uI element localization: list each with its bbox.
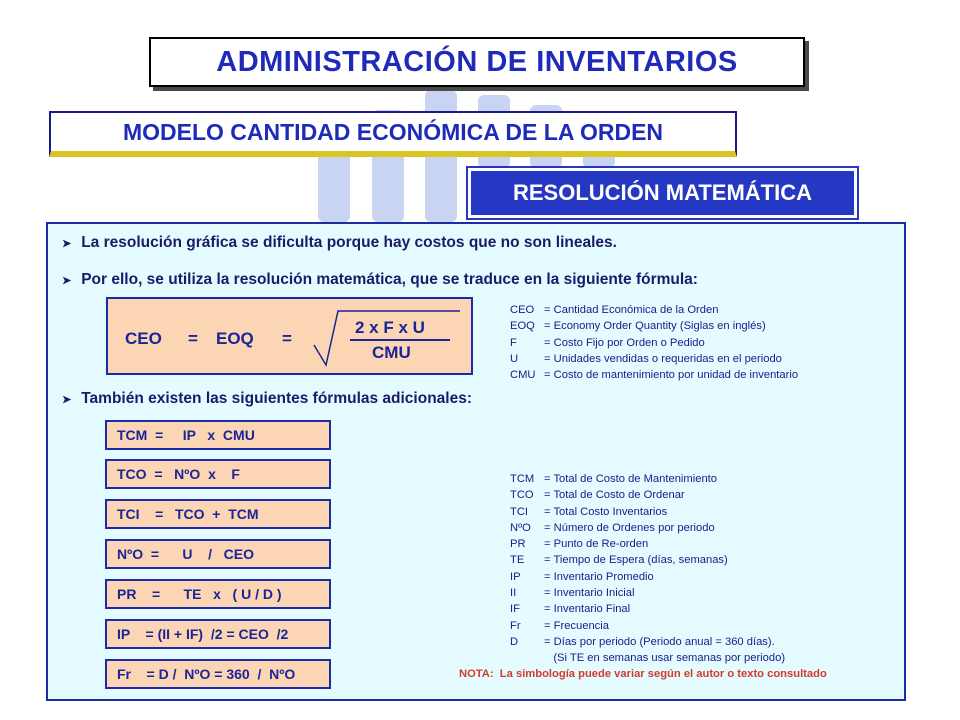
formula-no: NºO = U / CEO xyxy=(105,539,331,569)
section-title: RESOLUCIÓN MATEMÁTICA xyxy=(468,168,857,218)
model-title: MODELO CANTIDAD ECONÓMICA DE LA ORDEN xyxy=(49,111,737,157)
arrow-bullet-icon: ➤ xyxy=(62,237,72,250)
legend-row: TCM = Total de Costo de Mantenimiento xyxy=(510,473,717,485)
formula-tco: TCO = NºO x F xyxy=(105,459,331,489)
legend-primary xyxy=(510,302,798,383)
bullet-item xyxy=(62,390,472,408)
bullet-text: Por ello, se utiliza la resolución matemática, que se traduce en la siguiente fórmula: xyxy=(81,271,698,288)
formula-equals: = xyxy=(282,329,292,348)
formula-denominator: CMU xyxy=(372,343,411,362)
legend-row: TE = Tiempo de Espera (días, semanas) xyxy=(510,554,728,567)
legend-row: NºO = Número de Ordenes por periodo xyxy=(510,521,715,534)
legend-row: F = Costo Fijo por Orden o Pedido xyxy=(510,336,705,349)
page-title: ADMINISTRACIÓN DE INVENTARIOS xyxy=(149,37,805,87)
formula-equals: = xyxy=(188,329,198,348)
arrow-bullet-icon: ➤ xyxy=(62,274,72,287)
legend-row: CMU = Costo de mantenimiento por unidad de inventario xyxy=(510,369,799,382)
legend-row: IP = Inventario Promedio xyxy=(510,570,654,583)
content-panel xyxy=(46,222,906,701)
legend-row: IF = Inventario Final xyxy=(510,603,631,616)
legend-row: (Si TE en semanas usar semanas por periodo) xyxy=(544,652,786,665)
legend-row: U = Unidades vendidas o requeridas en el periodo xyxy=(510,352,782,365)
note-text: NOTA: La simbología puede variar según el autor o texto consultado xyxy=(459,668,827,680)
legend-row: EOQ = Economy Order Quantity (Siglas en inglés) xyxy=(510,320,766,333)
formula-tcm: TCM = IP x CMU xyxy=(105,420,331,450)
legend-row: D = Días por periodo (Periodo anual = 360 días). xyxy=(510,635,775,648)
watermark-bar xyxy=(318,148,350,222)
legend-row: Fr = Frecuencia xyxy=(510,619,609,632)
bullet-text: La resolución gráfica se dificulta porque hay costos que no son lineales. xyxy=(81,234,617,251)
legend-secondary xyxy=(510,471,785,667)
legend-row: CEO = Cantidad Económica de la Orden xyxy=(510,304,719,316)
bullet-item xyxy=(62,271,698,289)
legend-row: II = Inventario Inicial xyxy=(510,587,635,600)
main-formula-box xyxy=(106,297,473,375)
formula-mid: EOQ xyxy=(216,329,254,348)
legend-row: PR = Punto de Re-orden xyxy=(510,538,649,551)
formula-tci: TCI = TCO + TCM xyxy=(105,499,331,529)
legend-row: TCO = Total de Costo de Ordenar xyxy=(510,489,685,502)
formula-ip: IP = (II + IF) /2 = CEO /2 xyxy=(105,619,331,649)
formula-lhs: CEO xyxy=(125,329,162,348)
formula-fr: Fr = D / NºO = 360 / NºO xyxy=(105,659,331,689)
arrow-bullet-icon: ➤ xyxy=(62,393,72,406)
formula-numerator: 2 x F x U xyxy=(355,318,425,337)
fraction-bar xyxy=(350,339,450,341)
legend-row: TCI = Total Costo Inventarios xyxy=(510,505,668,518)
formula-pr: PR = TE x ( U / D ) xyxy=(105,579,331,609)
bullet-item xyxy=(62,234,617,252)
bullet-text: También existen las siguientes fórmulas adicionales: xyxy=(81,390,473,407)
